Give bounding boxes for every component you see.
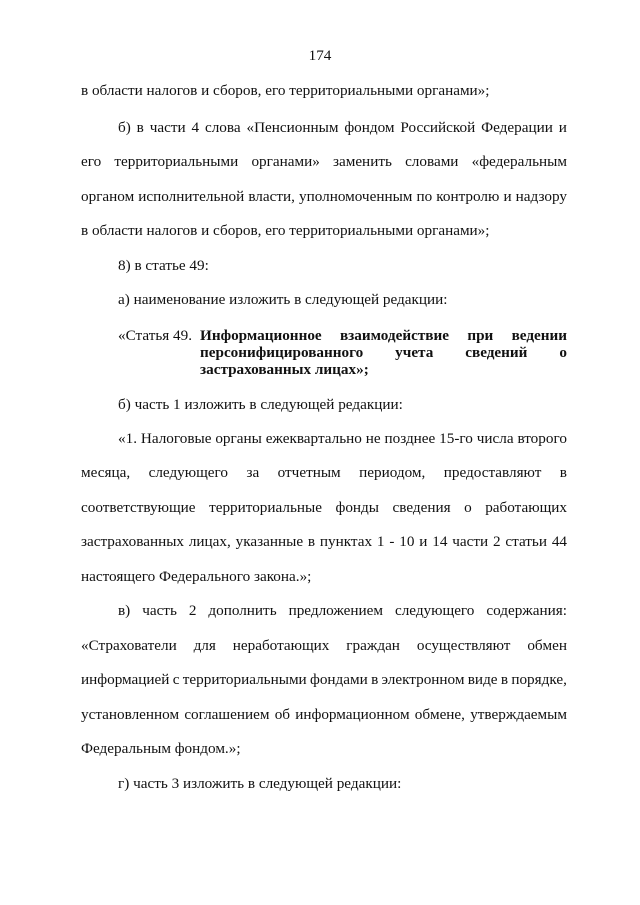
text-line: а) наименование изложить в следующей редакции: (118, 291, 448, 308)
word: пунктах (319, 533, 373, 550)
word: по (416, 188, 433, 205)
word: «Пенсионным (246, 119, 339, 136)
word: с (172, 671, 180, 688)
page-number: 174 (308, 47, 332, 64)
word: статьи (505, 533, 547, 550)
article-title-line (200, 327, 567, 344)
word: в (500, 671, 509, 688)
word: «Страхователи (81, 637, 177, 654)
word: застрахованных (81, 533, 185, 550)
word: части (452, 533, 489, 550)
word: следующего (394, 602, 475, 619)
word: власти, (248, 188, 295, 205)
text-line (118, 602, 567, 620)
word: территориальными (114, 153, 239, 170)
text-line: настоящего Федерального закона.»; (81, 568, 312, 585)
word: периодом, (359, 464, 426, 481)
word: 4 (191, 119, 200, 136)
word: граждан (346, 637, 400, 654)
word: уполномоченным (299, 188, 413, 205)
word: часть (142, 602, 177, 619)
word: о (559, 344, 567, 361)
text-line (81, 671, 567, 689)
word: месяца, (81, 464, 131, 481)
word: порядке, (511, 671, 567, 688)
word: и (503, 188, 512, 205)
text-line: 8) в статье 49: (118, 257, 209, 274)
word: словами (405, 153, 459, 170)
text-line (81, 706, 567, 724)
word: территориальные (209, 499, 322, 516)
word: взаимодействие (339, 327, 449, 344)
word: б) (118, 119, 131, 136)
word: слова (204, 119, 241, 136)
word: органом (81, 188, 135, 205)
word: виде (467, 671, 498, 688)
word: следующего (148, 464, 228, 481)
article-title-line (200, 344, 567, 361)
word: лицах, (188, 533, 231, 550)
word: об (274, 706, 291, 723)
word: территориальными (182, 671, 307, 688)
word: содержания: (486, 602, 567, 619)
word: за (246, 464, 260, 481)
word: дополнить (208, 602, 277, 619)
text-line: б) часть 1 изложить в следующей редакции: (118, 396, 403, 413)
word: - (389, 533, 395, 550)
word: позднее (384, 430, 436, 447)
word: и (558, 119, 567, 136)
word: части (149, 119, 186, 136)
word: сведения (392, 499, 451, 516)
text-line (81, 533, 567, 551)
word: в (371, 671, 379, 688)
word: фондами (309, 671, 368, 688)
word: контролю (436, 188, 500, 205)
article-title-line: застрахованных лицах»; (200, 361, 369, 378)
word: 1 (376, 533, 385, 550)
word: отчетным (277, 464, 341, 481)
word: 44 (551, 533, 567, 550)
text-line: г) часть 3 изложить в следующей редакции: (118, 775, 402, 792)
word: надзору (515, 188, 567, 205)
word: 14 (432, 533, 448, 550)
word: числа (476, 430, 514, 447)
word: для (193, 637, 216, 654)
word: установленном (81, 706, 180, 723)
word: органы (215, 430, 262, 447)
word: фонды (335, 499, 379, 516)
word: Информационное (200, 327, 322, 344)
word: в (559, 464, 567, 481)
word: фондом (344, 119, 395, 136)
word: в (307, 533, 316, 550)
text-line (118, 119, 567, 137)
word: неработающих (232, 637, 330, 654)
word: ведении (511, 327, 567, 344)
word: Федерации (481, 119, 553, 136)
word: второго (517, 430, 567, 447)
article-title (200, 327, 567, 378)
word: обмене, (414, 706, 465, 723)
text-line (81, 188, 567, 206)
word: 15-го (439, 430, 473, 447)
word: в (136, 119, 144, 136)
word: осуществляют (416, 637, 511, 654)
word: работающих (485, 499, 567, 516)
word: обмен (527, 637, 567, 654)
word: в) (118, 602, 131, 619)
article-label: «Статья 49. (118, 327, 193, 344)
word: его (81, 153, 102, 170)
word: не (365, 430, 381, 447)
word: утверждаемым (470, 706, 567, 723)
word: о (464, 499, 472, 516)
word: ежеквартально (265, 430, 362, 447)
word: соглашением (184, 706, 270, 723)
word: «федеральным (471, 153, 567, 170)
word: «1. (118, 430, 137, 447)
word: сведений (465, 344, 528, 361)
word: 10 (399, 533, 415, 550)
text-line: в области налогов и сборов, его территориальными органами»; (81, 222, 490, 239)
word: персонифицированного (200, 344, 364, 361)
word: соответствующие (81, 499, 196, 516)
word: исполнительной (138, 188, 245, 205)
word: Российской (400, 119, 476, 136)
word: органами» (251, 153, 320, 170)
word: заменить (332, 153, 392, 170)
word: 2 (492, 533, 501, 550)
word: при (467, 327, 494, 344)
word: учета (395, 344, 434, 361)
text-line (81, 464, 567, 482)
word: предложением (288, 602, 384, 619)
word: информационном (295, 706, 410, 723)
text-line: Федеральным фондом.»; (81, 740, 241, 757)
word: и (419, 533, 428, 550)
text-line (118, 430, 567, 448)
word: указанные (235, 533, 304, 550)
text-line (81, 637, 567, 655)
text-line (81, 499, 567, 517)
text-line: в области налогов и сборов, его территориальными органами»; (81, 82, 490, 99)
word: 2 (188, 602, 197, 619)
word: предоставляют (443, 464, 542, 481)
word: Налоговые (140, 430, 212, 447)
text-line (81, 153, 567, 171)
word: электронном (381, 671, 465, 688)
word: информацией (81, 671, 170, 688)
